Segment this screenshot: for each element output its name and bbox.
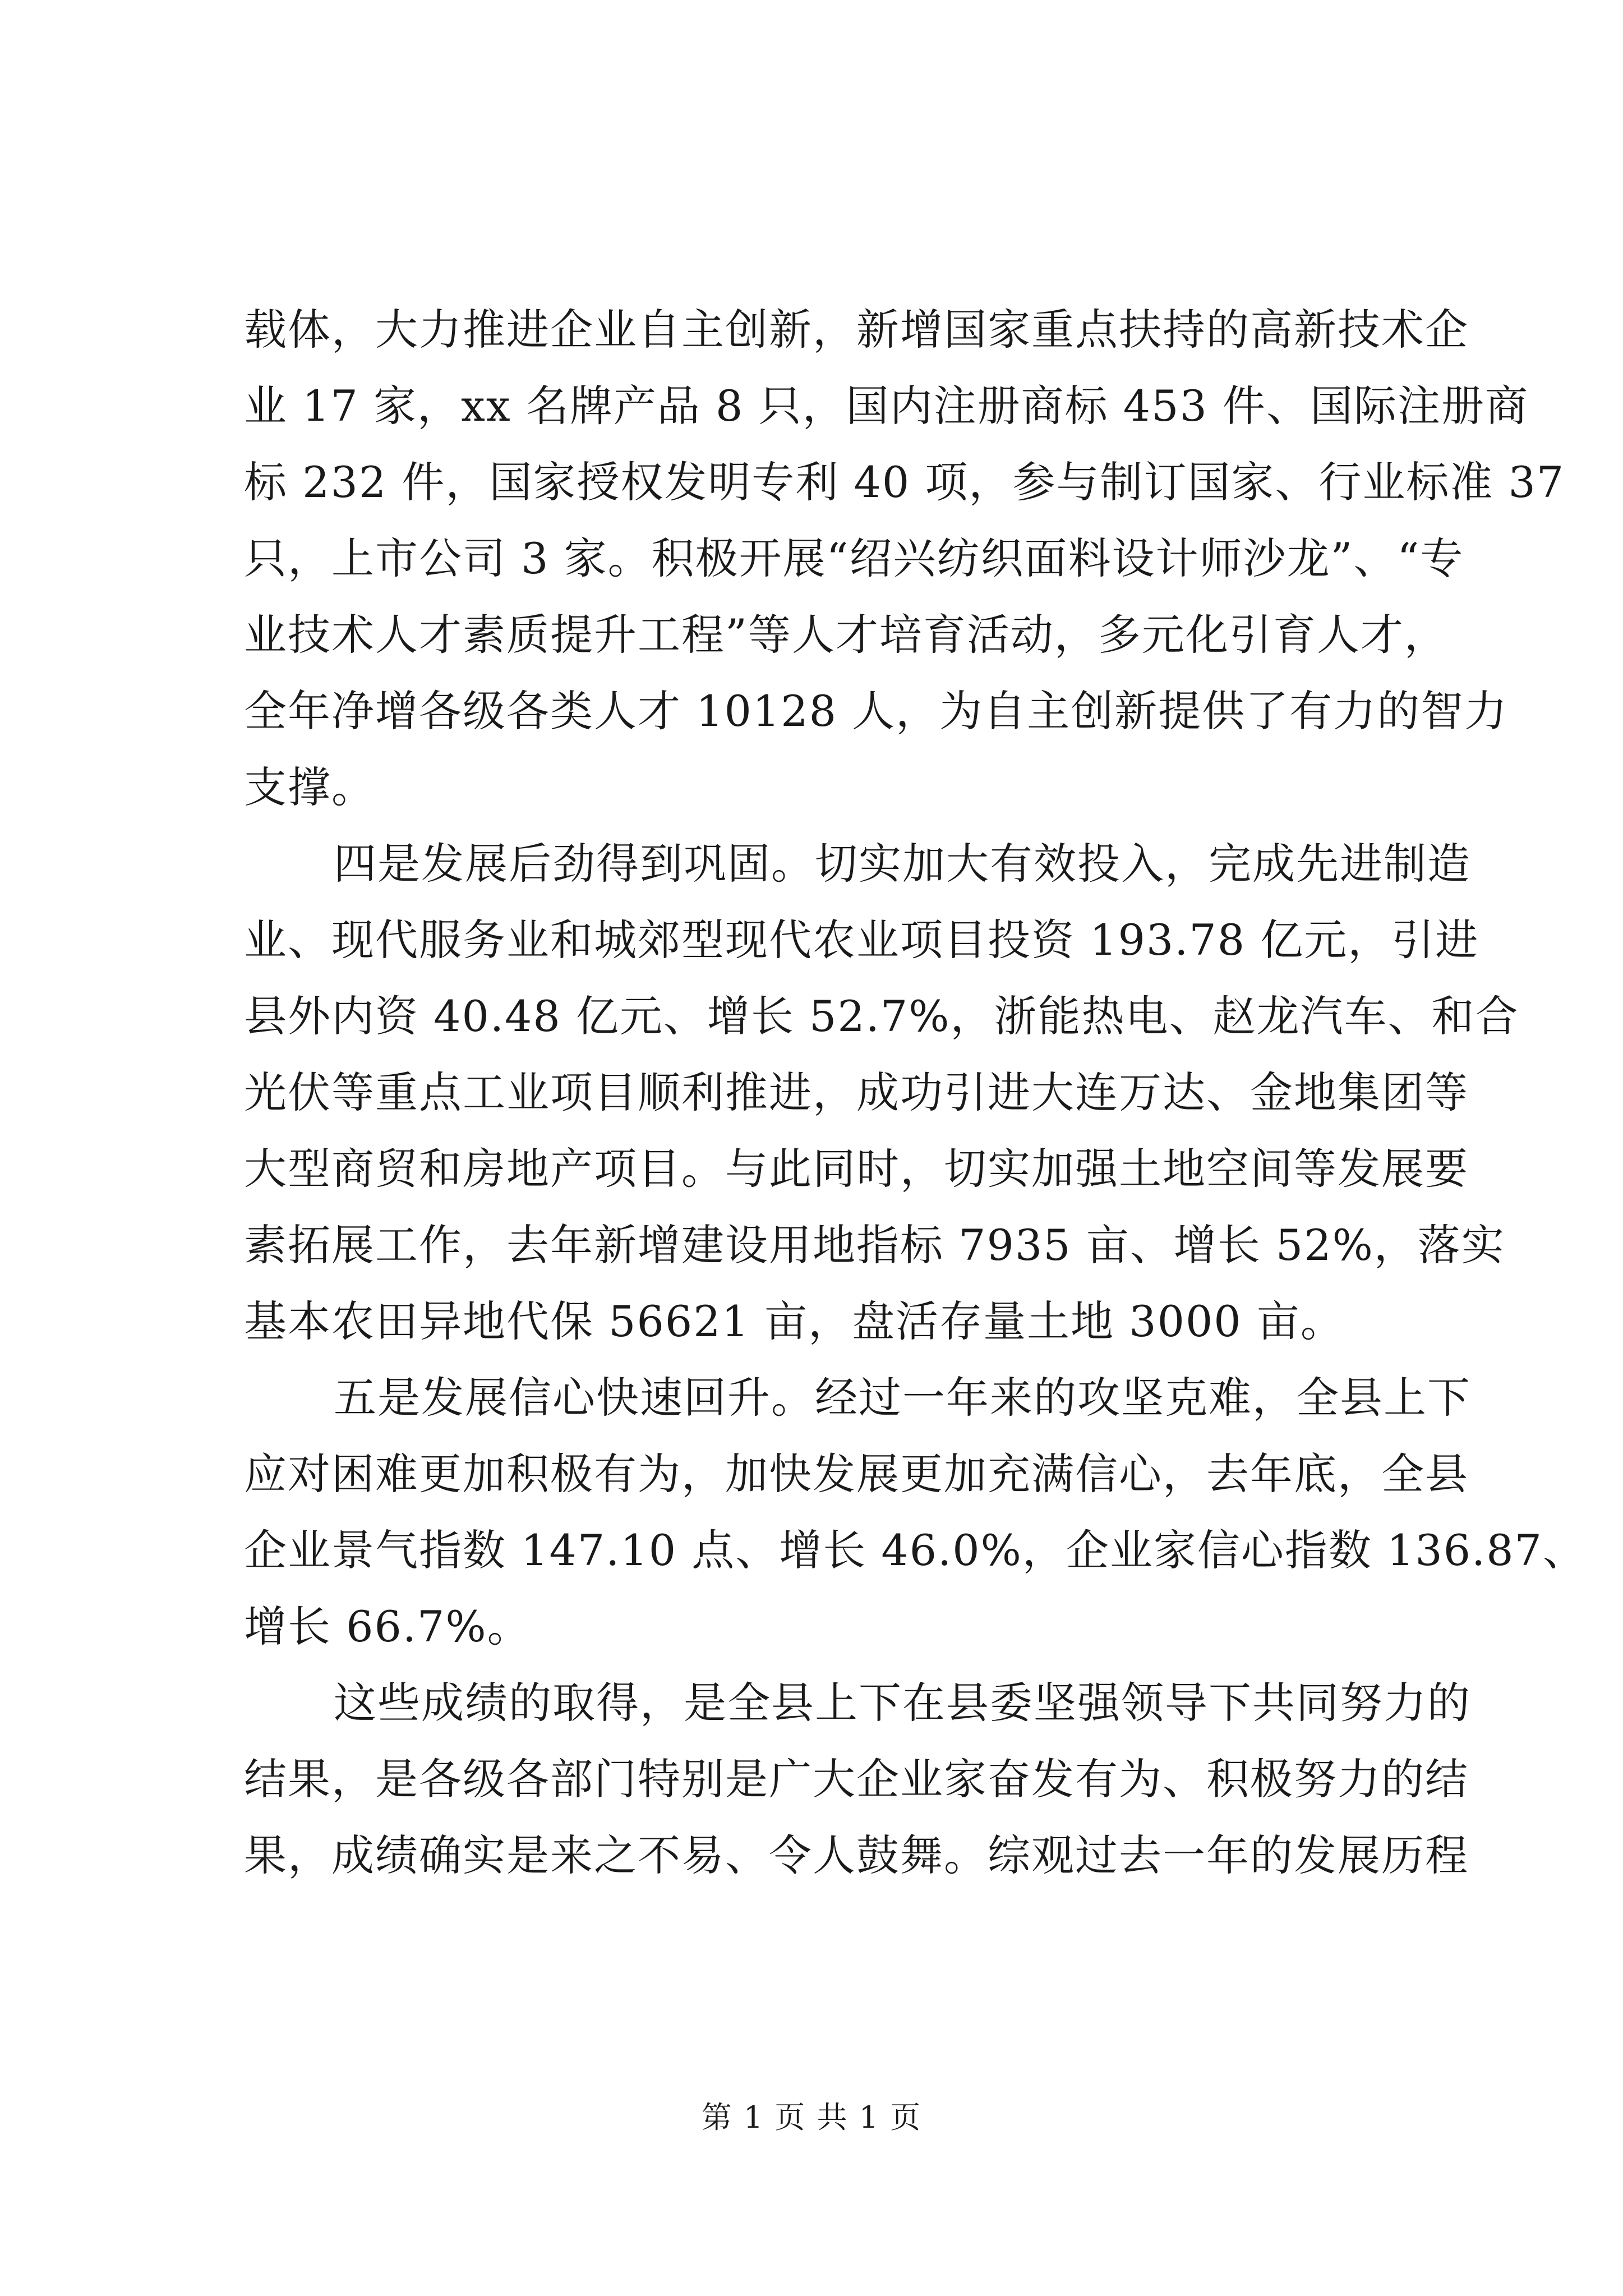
text-line: 结果，是各级各部门特别是广大企业家奋发有为、积极努力的结 bbox=[244, 1754, 1469, 1804]
text-line: 增长 66.7%。 bbox=[244, 1602, 531, 1651]
text-line: 业、现代服务业和城郊型现代农业项目投资 193.78 亿元，引进 bbox=[244, 915, 1479, 965]
text-line: 果，成绩确实是来之不易、令人鼓舞。综观过去一年的发展历程 bbox=[244, 1830, 1469, 1880]
text-line: 大型商贸和房地产项目。与此同时，切实加强土地空间等发展要 bbox=[244, 1144, 1469, 1194]
text-line: 载体，大力推进企业自主创新，新增国家重点扶持的高新技术企 bbox=[244, 305, 1469, 355]
text-line: 标 232 件，国家授权发明专利 40 项，参与制订国家、行业标准 37 bbox=[244, 457, 1565, 507]
page-number-label: 第 1 页 共 1 页 bbox=[701, 2100, 922, 2135]
text-line: 应对困难更加积极有为，加快发展更加充满信心，去年底，全县 bbox=[244, 1449, 1469, 1499]
text-line: 支撑。 bbox=[244, 762, 375, 812]
text-line: 业技术人才素质提升工程”等人才培育活动，多元化引育人才， bbox=[244, 610, 1448, 660]
paragraph-achievements bbox=[244, 1665, 1471, 1894]
text-line: 四是发展后劲得到巩固。切实加大有效投入，完成先进制造 bbox=[334, 839, 1471, 889]
text-line: 企业景气指数 147.10 点、增长 46.0%，企业家信心指数 136.87、 bbox=[244, 1525, 1587, 1575]
text-line: 只，上市公司 3 家。积极开展“绍兴纺织面料设计师沙龙”、“专 bbox=[244, 533, 1464, 583]
paragraph-investment bbox=[244, 826, 1519, 1360]
text-line: 县外内资 40.48 亿元、增长 52.7%，浙能热电、赵龙汽车、和合 bbox=[244, 991, 1519, 1041]
text-line: 素拓展工作，去年新增建设用地指标 7935 亩、增长 52%，落实 bbox=[244, 1220, 1505, 1270]
text-line: 基本农田异地代保 56621 亩，盘活存量土地 3000 亩。 bbox=[244, 1296, 1344, 1346]
paragraph-innovation bbox=[244, 292, 1565, 826]
text-line: 业 17 家，xx 名牌产品 8 只，国内注册商标 453 件、国际注册商 bbox=[244, 381, 1529, 431]
text-line: 五是发展信心快速回升。经过一年来的攻坚克难，全县上下 bbox=[334, 1373, 1471, 1423]
page-footer bbox=[0, 2098, 1623, 2137]
text-line: 全年净增各级各类人才 10128 人，为自主创新提供了有力的智力 bbox=[244, 686, 1509, 736]
paragraph-confidence bbox=[244, 1360, 1587, 1665]
document-body bbox=[244, 292, 1587, 1894]
text-line: 光伏等重点工业项目顺利推进，成功引进大连万达、金地集团等 bbox=[244, 1068, 1469, 1117]
text-line: 这些成绩的取得，是全县上下在县委坚强领导下共同努力的 bbox=[334, 1678, 1471, 1728]
